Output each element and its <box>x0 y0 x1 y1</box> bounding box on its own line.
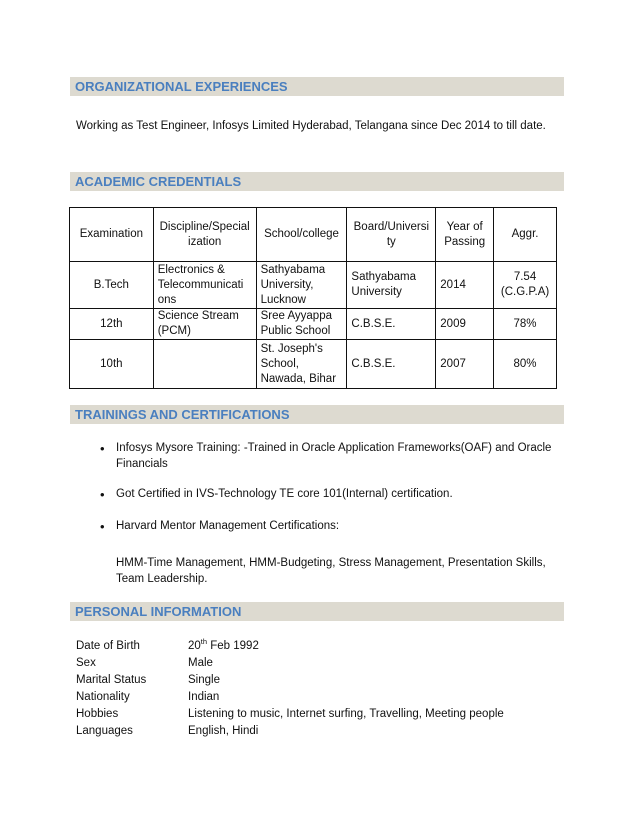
table-row <box>70 340 557 389</box>
table-cell: 10th <box>70 340 154 389</box>
table-cell: 78% <box>494 309 557 340</box>
table-row <box>70 309 557 340</box>
info-row <box>76 655 213 672</box>
info-row <box>76 689 219 706</box>
list-item <box>100 441 560 472</box>
section-header-personal: PERSONAL INFORMATION <box>70 602 564 621</box>
table-cell: Sathyabama University <box>347 262 436 309</box>
info-value: Indian <box>188 691 220 703</box>
table-cell: B.Tech <box>70 262 154 309</box>
section-header-academic: ACADEMIC CREDENTIALS <box>70 172 564 191</box>
info-row <box>76 723 258 740</box>
trainings-list <box>100 441 560 534</box>
info-value: Listening to music, Internet surfing, Travelling, Meeting people <box>188 708 504 720</box>
table-cell: 80% <box>494 340 557 389</box>
table-header-row <box>70 208 557 262</box>
table-header-cell: Board/Universi ty <box>347 208 436 262</box>
table-cell: 2009 <box>436 309 494 340</box>
info-label: Hobbies <box>76 708 119 720</box>
academic-table <box>69 207 557 389</box>
table-header-cell: School/college <box>256 208 347 262</box>
table-cell: St. Joseph's School, Nawada, Bihar <box>256 340 347 389</box>
table-header-cell: Discipline/Special ization <box>153 208 256 262</box>
info-value: Male <box>188 657 213 669</box>
list-item-text: Got Certified in IVS-Technology TE core 101(Internal) certification. <box>116 488 453 500</box>
info-value: Single <box>188 674 220 686</box>
table-header-cell: Examination <box>70 208 154 262</box>
table-cell: C.B.S.E. <box>347 340 436 389</box>
info-row <box>76 672 220 689</box>
info-label: Languages <box>76 725 133 737</box>
info-value: English, Hindi <box>188 725 259 737</box>
info-label: Marital Status <box>76 674 147 686</box>
table-cell: Science Stream (PCM) <box>153 309 256 340</box>
info-row-dob <box>76 638 259 655</box>
info-value-suffix: th <box>200 637 208 647</box>
info-value-rest: Feb 1992 <box>207 640 259 652</box>
harvard-detail-text: HMM-Time Management, HMM-Budgeting, Stress Management, Presentation Skills, Team Leadership. <box>116 557 546 585</box>
info-value-day: 20 <box>188 640 201 652</box>
info-label: Nationality <box>76 691 130 703</box>
org-experience-text: Working as Test Engineer, Infosys Limited Hyderabad, Telangana since Dec 2014 to till date. <box>76 120 546 132</box>
table-cell: 7.54 (C.G.P.A) <box>494 262 557 309</box>
section-header-trainings: TRAININGS AND CERTIFICATIONS <box>70 405 564 424</box>
table-cell: 2014 <box>436 262 494 309</box>
info-label: Date of Birth <box>76 640 140 652</box>
table-header-cell: Year of Passing <box>436 208 494 262</box>
table-cell: 12th <box>70 309 154 340</box>
table-cell: Sathyabama University, Lucknow <box>256 262 347 309</box>
info-row <box>76 706 504 723</box>
info-label: Sex <box>76 657 96 669</box>
list-item-text: Infosys Mysore Training: -Trained in Oracle Application Frameworks(OAF) and Oracle Financials <box>116 442 552 470</box>
table-row <box>70 262 557 309</box>
table-header-cell: Aggr. <box>494 208 557 262</box>
table-cell: 2007 <box>436 340 494 389</box>
table-cell: C.B.S.E. <box>347 309 436 340</box>
section-header-organizational: ORGANIZATIONAL EXPERIENCES <box>70 77 564 96</box>
list-item <box>100 487 560 503</box>
list-item-text: Harvard Mentor Management Certifications: <box>116 519 340 532</box>
table-cell <box>153 340 256 389</box>
table-cell: Electronics & Telecommunicati ons <box>153 262 256 309</box>
list-item <box>100 519 560 535</box>
table-cell: Sree Ayyappa Public School <box>256 309 347 340</box>
